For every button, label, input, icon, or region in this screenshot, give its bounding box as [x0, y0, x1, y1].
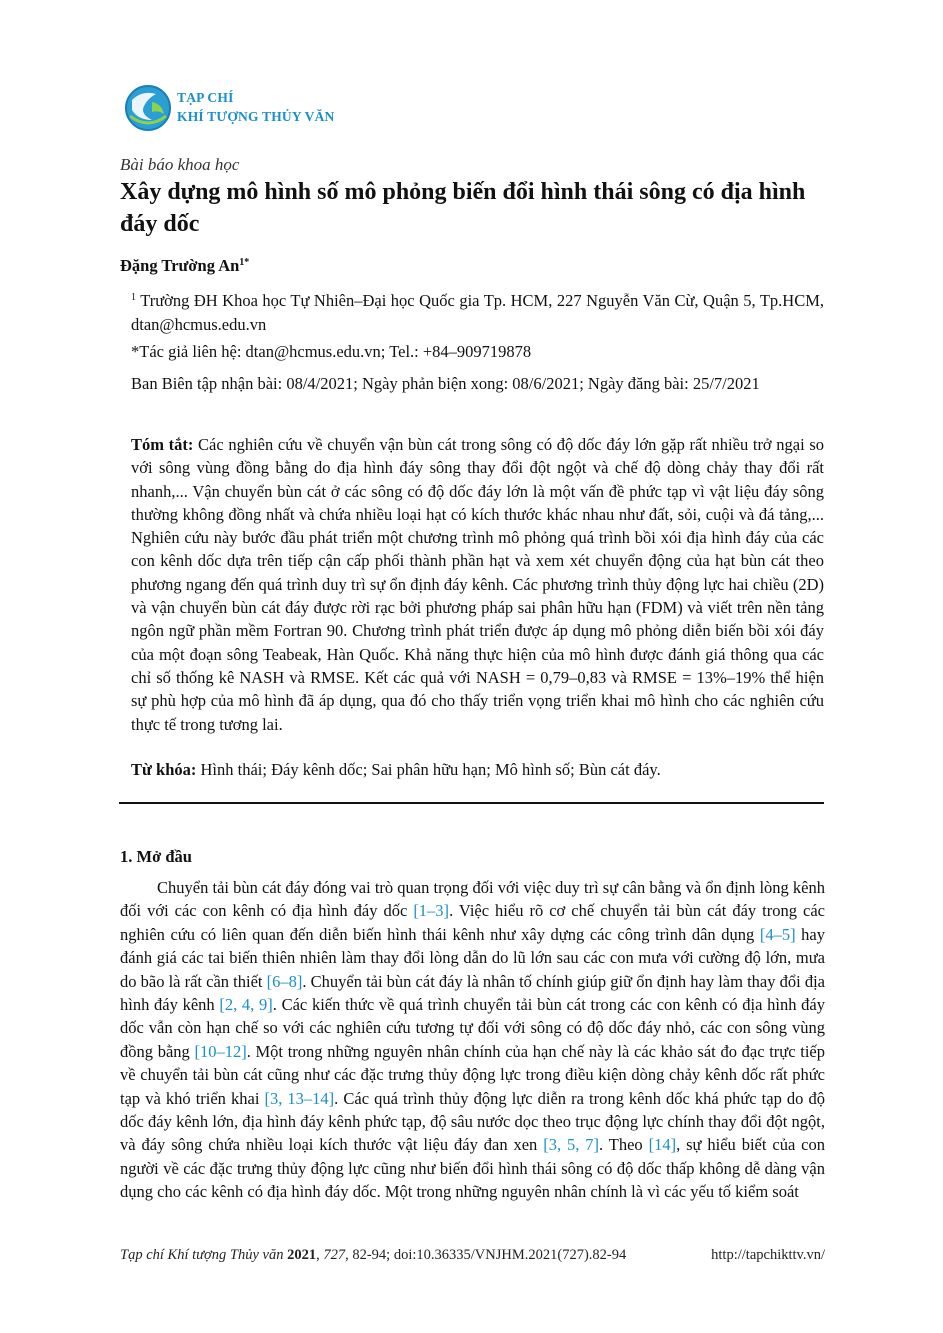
footer-url-link[interactable]: http://tapchikttv.vn/	[711, 1247, 825, 1263]
dates-info: Ban Biên tập nhận bài: 08/4/2021; Ngày phản biện xong: 08/6/2021; Ngày đăng bài: 25/7/2021	[131, 374, 760, 393]
abstract-text: Các nghiên cứu về chuyển vận bùn cát trong sông có độ dốc đáy lớn gặp rất nhiều trở ngại so với sông vùng đồng bằng do địa hình đáy sông thay đổi đột ngột và chế độ dòng chảy thay đổi rất nhanh,... Vận chuyển bùn cát ở các sông có độ dốc đáy lớn là một vấn đề phức tạp vì vật liệu đáy sông thường không đồng nhất và chứa nhiều loại hạt có kích thước khác nhau như đất, sỏi, cuội và đá tảng,... Nghiên cứu này bước đầu phát triển một chương trình mô phỏng quá trình bồi xói địa hình đáy của các con kênh dốc dựa trên tiếp cận cấp phối thành phần hạt và xem xét chuyển động của hạt bùn cát theo phương ngang đến quá trình duy trì sự ổn định đáy kênh. Các phương trình thủy động lực hai chiều (2D) và vận chuyển bùn cát đáy được rời rạc bởi phương pháp sai phân hữu hạn (FDM) và viết trên nền tảng ngôn ngữ phần mềm Fortran 90. Chương trình phát triển được áp dụng mô phỏng diễn biến bồi xói đáy của một đoạn sông Teabeak, Hàn Quốc. Khả năng thực hiện của mô hình được đánh giá thông qua các chỉ số thống kê NASH và RMSE. Kết các quả với NASH = 0,79–0,83 và RMSE = 13%–19% thể hiện sự phù hợp của mô hình đã áp dụng, qua đó cho thấy triển vọng triển khai mô hình cho các nghiên cứu thực tế trong tương lai.	[131, 435, 825, 734]
author-name: Đặng Trường An	[120, 256, 240, 275]
author-sup: 1*	[239, 257, 250, 268]
citation-link[interactable]: [2, 4, 9]	[219, 995, 273, 1015]
keywords-text: Hình thái; Đáy kênh dốc; Sai phân hữu hạn; Mô hình số; Bùn cát đáy.	[200, 760, 661, 779]
paper-title: Xây dựng mô hình số mô phỏng biến đổi hình thái sông có địa hình đáy dốc	[120, 179, 806, 237]
section-divider	[119, 802, 824, 804]
text-run: hay đánh giá các tai biến thiên nhiên làm thay đổi lòng dẫn do lũ lớn sau các con mưa với cường độ lớn, mưa do bão là rất cần thiết	[120, 924, 825, 991]
author	[120, 256, 249, 276]
affiliation-text: Trường ĐH Khoa học Tự Nhiên–Đại học Quốc gia Tp. HCM, 227 Nguyễn Văn Cừ, Quận 5, Tp.HCM, dtan@hcmus.edu.vn	[131, 291, 825, 334]
text-run: . Theo	[599, 1135, 649, 1155]
citation-link[interactable]: [4–5]	[759, 924, 796, 944]
logo-line-2: KHÍ TƯỢNG THỦY VĂN	[177, 109, 335, 124]
keywords	[131, 758, 824, 781]
footer-doi: , 82-94; doi:10.36335/VNJHM.2021(727).82-94	[345, 1247, 627, 1263]
citation-link[interactable]: [6–8]	[266, 971, 303, 991]
article-type: Bài báo khoa học	[120, 155, 240, 174]
citation-link[interactable]: [10–12]	[194, 1041, 247, 1061]
citation-link[interactable]: [14]	[648, 1135, 677, 1155]
text-run: . Các kiến thức về quá trình chuyển tải bùn cát trong các con kênh có địa hình đáy dốc vẫn còn hạn chế so với các nghiên cứu tương tự đối với sông có độ dốc đáy nhỏ, các con sông vùng đồng bằng	[120, 995, 825, 1061]
text-run: . Một trong những nguyên nhân chính của hạn chế này là các khảo sát đo đạc trực tiếp về chuyển tải bùn cát cũng như các đặc trưng thủy động lực trong điều kiện dòng chảy kênh dốc rất phức tạp và khó triển khai	[120, 1041, 825, 1108]
footer-year: 2021	[287, 1247, 317, 1263]
text-run: , sự hiểu biết của con người về các đặc trưng thủy động lực cũng như biến đổi hình thái sông có độ dốc thấp không dễ dàng vận dụng cho các kênh có địa hình đáy dốc. Một trong những nguyên nhân chính là vì các yếu tố kiểm soát	[120, 1135, 825, 1202]
journal-logo	[122, 80, 362, 136]
footer-volume: 727	[323, 1247, 346, 1263]
citation-link[interactable]: [3, 13–14]	[264, 1088, 335, 1108]
section-paragraph	[120, 876, 825, 1204]
text-run: Chuyển tải bùn cát đáy đóng vai trò quan trọng đối với việc duy trì sự cân bằng và ổn định lòng kênh đối với các con kênh có địa hình đáy dốc	[120, 878, 825, 921]
abstract	[131, 433, 824, 736]
text-run: . Chuyển tải bùn cát đáy là nhân tố chính giúp giữ ổn định hay làm thay đổi địa hình đáy kênh	[120, 971, 825, 1015]
footer-citation: Tạp chí Khí tượng Thủy văn 2021, 727, 82-94; doi:10.36335/VNJHM.2021(727).82-94	[120, 1247, 627, 1263]
section-heading: 1. Mở đầu	[120, 847, 192, 866]
text-run: . Việc hiểu rõ cơ chế chuyển tải bùn cát đáy trong các nghiên cứu có liên quan đến diễn biến hình thái kênh như xây dựng các công trình dân dụng	[120, 901, 825, 944]
contact-info: *Tác giả liên hệ: dtan@hcmus.edu.vn; Tel.: +84–909719878	[131, 342, 532, 361]
keywords-label: Từ khóa:	[131, 760, 197, 779]
abstract-label: Tóm tắt:	[131, 435, 194, 454]
logo-line-1: TẠP CHÍ	[177, 90, 234, 105]
affiliation	[131, 286, 824, 336]
citation-link[interactable]: [3, 5, 7]	[543, 1135, 600, 1155]
globe-logo-icon	[122, 80, 174, 132]
footer-journal: Tạp chí Khí tượng Thủy văn	[120, 1247, 284, 1263]
text-run: . Các quá trình thủy động lực diễn ra trong kênh dốc khá phức tạp do độ dốc đáy kênh lớn, địa hình đáy kênh phức tạp, độ sâu nước dọc theo trục động lực chính thay đổi đột ngột, và đáy sông chứa nhiều loại kích thước vật liệu đáy đan xen	[120, 1088, 825, 1155]
affiliation-sup: 1	[131, 292, 136, 303]
citation-link[interactable]: [1–3]	[413, 901, 450, 921]
